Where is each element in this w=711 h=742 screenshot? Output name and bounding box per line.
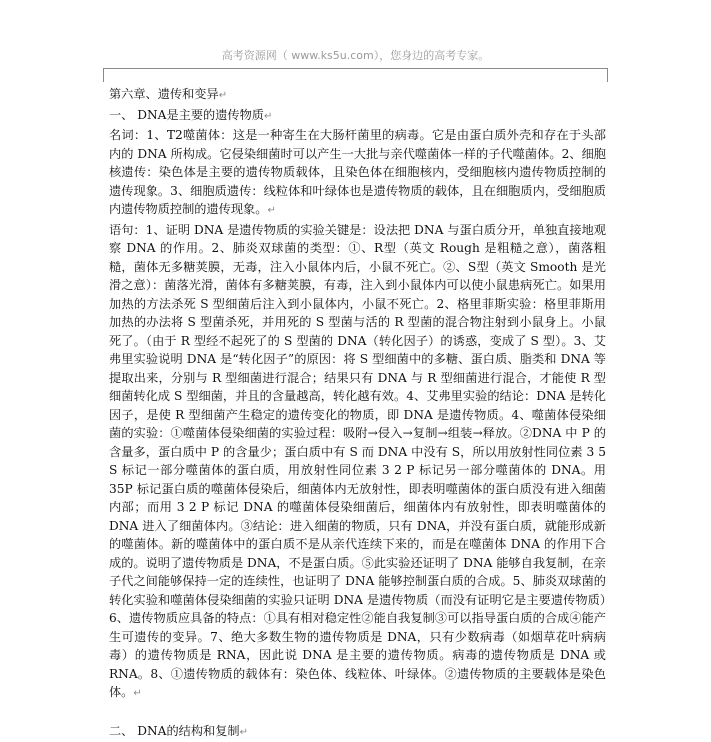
paragraph-mark: ↵ [133,688,141,699]
sentences-paragraph: 语句：1、证明 DNA 是遗传物质的实验关键是：设法把 DNA 与蛋白质分开，单独直接地观察 DNA 的作用。2、肺炎双球菌的类型：①、R型（英文 Rough 是粗糙之意），菌落粗糙，菌体无多糖荚膜，无毒，注入小鼠体内后，小鼠不死亡。②、S型（英文 Smooth 是光滑之意）：菌落光滑，菌体有多糖荚膜，有毒，注入到小鼠体内可以使小鼠患病死亡。如果用加热的方法杀死 S 型细菌后注入到小鼠体内，小鼠不死亡。2、格里菲斯实验：格里菲斯用加热的办法将 S 型菌杀死，并用死的 S 型菌与活的 R 型菌的混合物注射到小鼠身上。小鼠死了。（由于 R 型经不起死了的 S 型菌的 DNA（转化因子）的诱惑，变成了 S 型）。3、艾弗里实验说明 DNA 是“转化因子”的原因：将 S 型细菌中的多糖、蛋白质、脂类和 DNA 等提取出来，分别与 R 型细菌进行混合；结果只有 DNA 与 R 型细菌进行混合，才能使 R 型细菌转化成 S 型细菌，并且的含量越高，转化越有效。4、艾弗里实验的结论：DNA 是转化因子，是使 R 型细菌产生稳定的遗传变化的物质，即 DNA 是遗传物质。4、噬菌体侵染细菌的实验：①噬菌体侵染细菌的实验过程：吸附→侵入→复制→组装→释放。②DNA 中 P 的含量多，蛋白质中 P 的含量少；蛋白质中有 S 而 DNA 中没有 S，所以用放射性同位素 3 5 S 标记一部分噬菌体的蛋白质，用放射性同位素 3 2 P 标记另一部分噬菌体的 DNA。用 35P 标记蛋白质的噬菌体侵染后，细菌体内无放射性，即表明噬菌体的蛋白质没有进入细菌内部；而用 3 2 P 标记 DNA 的噬菌体侵染细菌后，细菌体内有放射性，即表明噬菌体的 DNA 进入了细菌体内。③结论：进入细菌的物质，只有 DNA，并没有蛋白质，就能形成新的噬菌体。新的噬菌体中的蛋白质不是从亲代连续下来的，而是在噬菌体 DNA 的作用下合成的。说明了遗传物质是 DNA，不是蛋白质。⑤此实验还证明了 DNA 能够自我复制，在亲子代之间能够保持一定的连续性，也证明了 DNA 能够控制蛋白质的合成。5、肺炎双球菌的转化实验和噬菌体侵染细菌的实验只证明 DNA 是遗传物质（而没有证明它是主要遗传物质）6、遗传物质应具备的特点：①具有相对稳定性②能自我复制③可以指导蛋白质的合成④能产生可遗传的变异。7、绝大多数生物的遗传物质是 DNA，只有少数病毒（如烟草花叶病病毒）的遗传物质是 RNA，因此说 DNA 是主要的遗传物质。病毒的遗传物质是 DNA 或 RNA。8、①遗传物质的载体有：染色体、线粒体、叶绿体。②遗传物质的主要载体是染色体。↵ [109,221,606,704]
chapter-title: 第六章、遗传和变异↵ [109,85,606,106]
header-corner-left [103,68,104,82]
paragraph-mark: ↵ [267,205,275,216]
paragraph-mark: ↵ [240,727,248,738]
paragraph-mark: ↵ [219,90,227,101]
section-heading-1: 一、 DNA是主要的遗传物质↵ [109,106,606,127]
header-corner-right [607,68,608,82]
terms-paragraph: 名词：1、T2噬菌体：这是一种寄生在大肠杆菌里的病毒。它是由蛋白质外壳和存在于头部内的 DNA 所构成。它侵染细菌时可以产生一大批与亲代噬菌体一样的子代噬菌体。2、细胞核遗传：染色体是主要的遗传物质载体，且染色体在细胞核内，受细胞核内遗传物质控制的遗传现象。3、细胞质遗传：线粒体和叶绿体也是遗传物质的载体，且在细胞质内，受细胞质内遗传物质控制的遗传现象。↵ [109,126,606,221]
document-body [109,85,606,742]
header-rule [103,68,608,69]
section-heading-2: 二、 DNA的结构和复制↵ [109,722,606,742]
document-header: 高考资源网（ www.ks5u.com），您身边的高考专家。 [0,47,711,63]
paragraph-mark: ↵ [264,111,272,122]
